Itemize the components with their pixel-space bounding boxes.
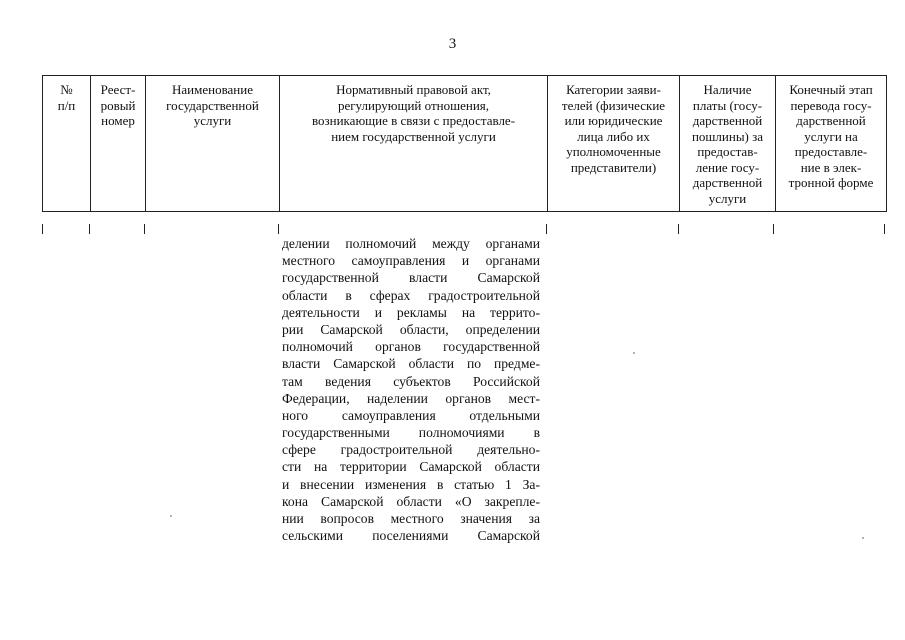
text-line: государственной власти Самарской: [282, 270, 540, 286]
header-line: услуги на: [804, 128, 858, 144]
header-line: уполномоченные: [566, 144, 661, 159]
header-line: Категории заяви-: [566, 82, 661, 97]
header-line: или юридические: [564, 113, 663, 128]
page-number: 3: [448, 36, 457, 52]
header-legal-act: [280, 76, 548, 212]
column-rule: [278, 224, 279, 234]
column-rule: [89, 224, 90, 234]
column-rule: [773, 224, 774, 234]
text-line: рии Самарской области, определении: [282, 321, 540, 337]
header-line: Реест-: [100, 82, 136, 97]
header-line: дарственной: [692, 175, 763, 190]
header-line: предоставле-: [794, 144, 868, 159]
header-line: номер: [101, 113, 135, 128]
header-line: Наличие: [703, 82, 752, 97]
column-rule: [144, 224, 145, 234]
header-line: Наименование: [172, 82, 253, 97]
column-rule: [546, 224, 547, 234]
header-line: дарственной: [796, 113, 866, 128]
text-line: сти на территории Самарской области: [282, 459, 540, 475]
text-line: деятельности и рекламы на террито-: [282, 304, 540, 320]
header-line: государственной: [166, 97, 259, 113]
header-line: Конечный этап: [789, 82, 873, 97]
header-line: ние в элек-: [800, 159, 862, 175]
text-line: Федерации, наделении органов мест-: [282, 390, 540, 406]
header-line: услуги: [708, 190, 747, 206]
scan-speck: [862, 537, 864, 539]
text-line: власти Самарской области по предме-: [282, 356, 540, 372]
text-line: делении полномочий между органами: [282, 236, 540, 251]
header-line: возникающие в связи с предоставле-: [311, 113, 516, 128]
header-applicant-categories: [548, 76, 680, 212]
header-line: п/п: [57, 97, 76, 113]
header-service-name: [146, 76, 280, 212]
text-line: там ведения субъектов Российской: [282, 373, 540, 389]
header-line: тронной форме: [788, 175, 874, 190]
text-line: области в сферах градостроительной: [282, 287, 540, 303]
header-line: нием государственной услуги: [331, 128, 496, 144]
text-line: сельскими поселениями Самарской: [282, 528, 540, 544]
header-line: регулирующий отношения,: [337, 97, 490, 113]
header-line: дарственной: [692, 113, 763, 128]
scan-speck: [633, 352, 635, 354]
header-line: телей (физические: [561, 97, 666, 113]
text-line: местного самоуправления и органами: [282, 253, 540, 269]
column-rule: [678, 224, 679, 234]
scan-speck: [170, 515, 172, 517]
header-line: Нормативный правовой акт,: [336, 82, 491, 97]
text-line: полномочий органов государственной: [282, 339, 540, 355]
header-line: ление госу-: [695, 159, 760, 175]
header-line: пошлины) за: [691, 128, 764, 144]
text-line: государственными полномочиями в: [282, 425, 540, 441]
text-line: нии вопросов местного значения за: [282, 511, 540, 526]
header-fee: [680, 76, 776, 212]
header-line: платы (госу-: [692, 97, 763, 113]
column-rule: [42, 224, 43, 234]
header-registry-number: [91, 76, 146, 212]
header-final-stage: [776, 76, 887, 212]
column-rule: [884, 224, 885, 234]
header-line: лица либо их: [577, 128, 650, 144]
text-line: ного самоуправления отдельными: [282, 407, 540, 423]
header-number: [43, 76, 91, 212]
header-line: ровый: [100, 97, 136, 113]
text-line: сфере градостроительной деятельно-: [282, 442, 540, 458]
header-line: представители): [570, 159, 657, 175]
legal-act-continuation: [282, 235, 540, 544]
header-line: услуги: [193, 113, 232, 128]
text-line: и внесении изменения в статью 1 За-: [282, 476, 540, 492]
services-table-header: [42, 75, 887, 212]
header-line: №: [60, 82, 73, 97]
text-line: кона Самарской области «О закрепле-: [282, 493, 540, 509]
header-line: предостав-: [697, 144, 758, 159]
header-line: перевода госу-: [790, 97, 872, 113]
